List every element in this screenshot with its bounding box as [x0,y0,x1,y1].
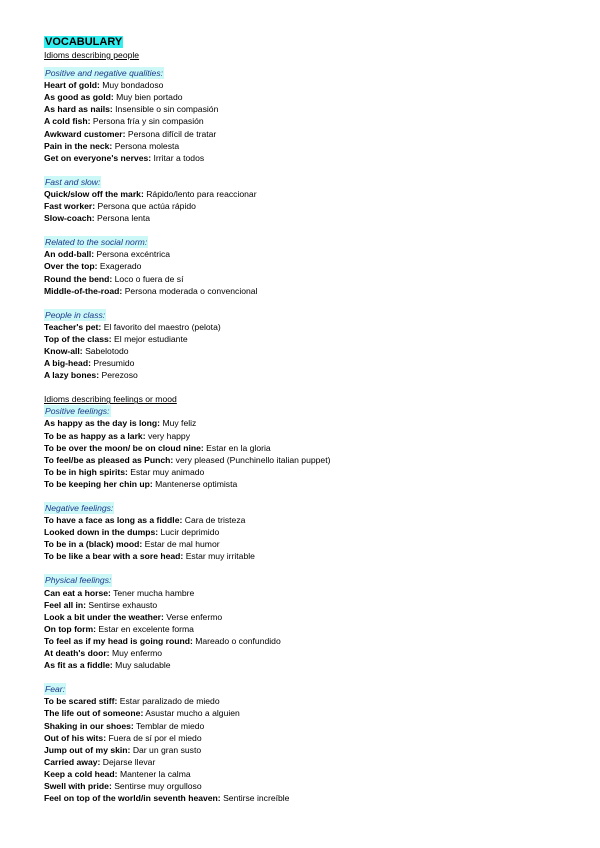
idiom-row [44,756,564,768]
idiom-meaning: Sabelotodo [85,345,129,356]
idiom-meaning: Asustar mucho a alguien [145,708,240,719]
group-gap [44,671,564,683]
idiom-row [44,780,564,792]
idiom-term: Slow-coach: [44,213,95,224]
idiom-term: Top of the class: [44,333,112,344]
idiom-term: On top form: [44,623,97,634]
idiom-term: A cold fish: [44,116,91,127]
idiom-meaning: Verse enfermo [166,611,223,622]
idiom-row [44,442,564,454]
section-heading: Idioms describing feelings or mood [44,394,177,405]
idiom-meaning: Dejarse llevar [102,756,156,767]
idiom-term: Middle-of-the-road: [44,285,123,296]
category-label: Fast and slow: [45,176,101,187]
idiom-term: A big-head: [44,358,91,369]
idiom-meaning: Muy bien portado [116,92,183,103]
group-gap [44,164,564,176]
idiom-row [44,345,564,357]
idiom-row [44,720,564,732]
idiom-row [44,623,564,635]
idiom-row [44,514,564,526]
idiom-term: To be in a (black) mood: [44,539,143,550]
idiom-meaning: Persona fría y sin compasión [92,116,204,127]
idiom-row [44,526,564,538]
idiom-row [44,248,564,260]
idiom-term: Round the bend: [44,273,113,284]
idiom-row [44,140,564,152]
idiom-term: To be over the moon/ be on cloud nine: [44,442,204,453]
idiom-meaning: Persona excéntrica [96,249,171,260]
idiom-meaning: Insensible o sin compasión [115,104,219,115]
idiom-term: Look a bit under the weather: [44,611,164,622]
idiom-row [44,285,564,297]
idiom-row [44,635,564,647]
idiom-term: To feel as if my head is going round: [44,635,193,646]
idiom-meaning: Sentirse muy orgulloso [114,780,202,791]
idiom-row [44,695,564,707]
idiom-meaning: Dar un gran susto [132,744,202,755]
idiom-meaning: Irritar a todos [153,152,205,163]
idiom-row [44,647,564,659]
idiom-row [44,417,564,429]
category-row [44,574,564,586]
idiom-term: To be in high spirits: [44,466,128,477]
category-label: Negative feelings: [45,503,114,513]
idiom-term: The life out of someone: [44,708,144,719]
idiom-meaning: Estar en la gloria [206,442,271,453]
idiom-term: As hard as nails: [44,104,113,115]
idiom-row [44,260,564,272]
idiom-row [44,321,564,333]
idiom-row [44,707,564,719]
idiom-row [44,587,564,599]
idiom-term: Get on everyone's nerves: [44,152,152,163]
idiom-term: Shaking in our shoes: [44,720,134,731]
idiom-row [44,538,564,550]
idiom-row [44,659,564,671]
idiom-row [44,732,564,744]
idiom-meaning: Mantenerse optimista [155,478,238,489]
idiom-meaning: Muy bondadoso [102,80,164,91]
idiom-meaning: Muy enfermo [111,648,163,659]
idiom-meaning: Estar muy animado [130,466,205,477]
document-title: VOCABULARY [45,36,123,48]
idiom-meaning: Exagerado [99,261,142,272]
group-gap [44,224,564,236]
idiom-term: Keep a cold head: [44,768,118,779]
idiom-term: Heart of gold: [44,80,100,91]
idiom-meaning: Persona molesta [114,140,180,151]
idiom-term: To be as happy as a lark: [44,430,146,441]
idiom-meaning: Lucir deprimido [160,527,220,538]
idiom-term: Can eat a horse: [44,587,111,598]
idiom-meaning: very happy [147,430,191,441]
idiom-term: As good as gold: [44,92,114,103]
category-row [44,502,564,514]
idiom-meaning: Estar muy irritable [185,551,255,562]
idiom-term: Looked down in the dumps: [44,527,159,538]
idiom-meaning: Mareado o confundido [195,635,281,646]
idiom-term: Out of his wits: [44,732,107,743]
idiom-meaning: Estar de mal humor [144,539,220,550]
idiom-row [44,128,564,140]
idiom-meaning: Temblar de miedo [136,720,205,731]
idiom-row [44,115,564,127]
category-label: Positive and negative qualities: [45,68,164,79]
idiom-term: To be keeping her chin up: [44,478,153,489]
idiom-meaning: Sentirse exhausto [88,599,158,610]
idiom-term: Jump out of my skin: [44,744,131,755]
idiom-row [44,79,564,91]
idiom-meaning: Rápido/lento para reaccionar [146,188,257,199]
idiom-meaning: Loco o fuera de sí [114,273,184,284]
idiom-term: To be like a bear with a sore head: [44,551,184,562]
idiom-row [44,599,564,611]
group-gap [44,490,564,502]
idiom-term: As happy as the day is long: [44,418,161,429]
idiom-meaning: Muy saludable [115,660,171,671]
idiom-meaning: El favorito del maestro (pelota) [103,321,221,332]
category-row [44,67,564,79]
idiom-term: Swell with pride: [44,780,112,791]
idiom-term: Pain in the neck: [44,140,113,151]
idiom-term: Fast worker: [44,201,96,212]
category-label: Related to the social norm: [45,237,148,248]
idiom-meaning: Mantener la calma [119,768,191,779]
category-row [44,683,564,695]
idiom-row [44,611,564,623]
category-row [44,176,564,188]
idiom-term: To feel/be as pleased as Punch: [44,454,174,465]
idiom-meaning: Estar paralizado de miedo [119,696,220,707]
idiom-meaning: Fuera de sí por el miedo [108,732,202,743]
idiom-row [44,430,564,442]
idiom-row [44,478,564,490]
idiom-meaning: Tener mucha hambre [113,587,195,598]
idiom-term: Teacher's pet: [44,321,102,332]
idiom-meaning: very pleased (Punchinello italian puppet) [175,454,331,465]
idiom-term: An odd-ball: [44,249,95,260]
idiom-row [44,744,564,756]
idiom-term: Carried away: [44,756,101,767]
title-row [44,36,564,49]
idiom-row [44,91,564,103]
idiom-term: At death's door: [44,648,110,659]
idiom-term: As fit as a fiddle: [44,660,113,671]
idiom-meaning: Presumido [93,358,135,369]
idiom-term: Quick/slow off the mark: [44,188,144,199]
idiom-row [44,188,564,200]
section-gap [44,381,564,393]
idiom-row [44,152,564,164]
idiom-row [44,200,564,212]
idiom-term: Awkward customer: [44,128,126,139]
idiom-row [44,273,564,285]
category-label: People in class: [45,309,106,320]
section-heading: Idioms describing people [44,50,140,60]
idiom-meaning: Cara de tristeza [184,515,246,526]
category-label: Fear: [45,684,66,695]
category-row [44,405,564,417]
group-gap [44,562,564,574]
idiom-row [44,768,564,780]
category-label: Physical feelings: [45,575,112,586]
idiom-meaning: Estar en excelente forma [98,623,194,634]
idiom-term: A lazy bones: [44,370,100,381]
idiom-meaning: Muy feliz [162,418,197,429]
category-row [44,309,564,321]
idiom-meaning: Perezoso [101,370,138,381]
idiom-row [44,550,564,562]
idiom-meaning: Persona que actúa rápido [97,201,196,212]
category-row [44,236,564,248]
idiom-row [44,357,564,369]
idiom-row [44,466,564,478]
idiom-row [44,454,564,466]
idiom-row [44,212,564,224]
idiom-term: To be scared stiff: [44,696,118,707]
idiom-meaning: Persona difícil de tratar [127,128,217,139]
idiom-term: Over the top: [44,261,98,272]
idiom-meaning: El mejor estudiante [114,333,188,344]
idiom-term: To have a face as long as a fiddle: [44,515,183,526]
idiom-row [44,333,564,345]
group-gap [44,297,564,309]
idiom-meaning: Persona lenta [97,213,151,224]
idiom-term: Feel on top of the world/in seventh heaven: [44,793,221,804]
idiom-term: Know-all: [44,345,83,356]
document-content [44,36,564,804]
idiom-meaning: Sentirse increíble [223,793,290,804]
idiom-row [44,369,564,381]
idiom-row [44,103,564,115]
idiom-term: Feel all in: [44,599,87,610]
category-label: Positive feelings: [45,406,110,417]
idiom-row [44,792,564,804]
idiom-meaning: Persona moderada o convencional [124,285,258,296]
